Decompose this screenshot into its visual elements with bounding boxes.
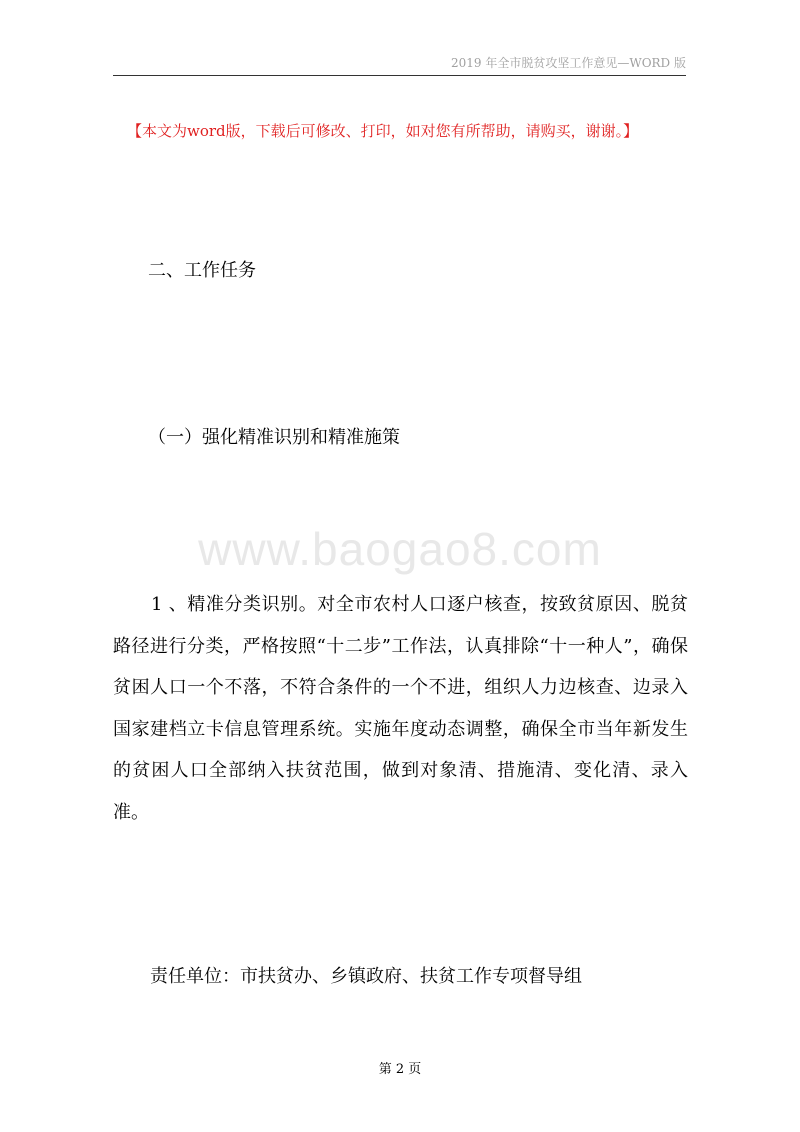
- header-divider: [113, 75, 686, 76]
- responsible-units: 责任单位：市扶贫办、乡镇政府、扶贫工作专项督导组: [150, 966, 582, 987]
- subsection-heading: （一）强化精准识别和精准施策: [148, 427, 400, 448]
- purchase-notice: 【本文为word版，下载后可修改、打印，如对您有所帮助，请购买，谢谢。】: [127, 122, 639, 140]
- body-paragraph: 1 、精准分类识别。对全市农村人口逐户核查，按致贫原因、脱贫路径进行分类，严格按照“十二步”工作法，认真排除“十一种人”，确保贫困人口一个不落，不符合条件的一个不进，组织人力边核查、边录入国家建档立卡信息管理系统。实施年度动态调整，确保全市当年新发生的贫困人口全部纳入扶贫范围，做到对象清、措施清、变化清、录入准。: [113, 594, 688, 823]
- section-heading: 二、工作任务: [148, 260, 256, 281]
- page-number: 第 2 页: [378, 1062, 422, 1077]
- watermark: www.baogao8.com: [198, 523, 602, 575]
- page-header-title: 2019 年全市脱贫攻坚工作意见—WORD 版: [451, 56, 686, 70]
